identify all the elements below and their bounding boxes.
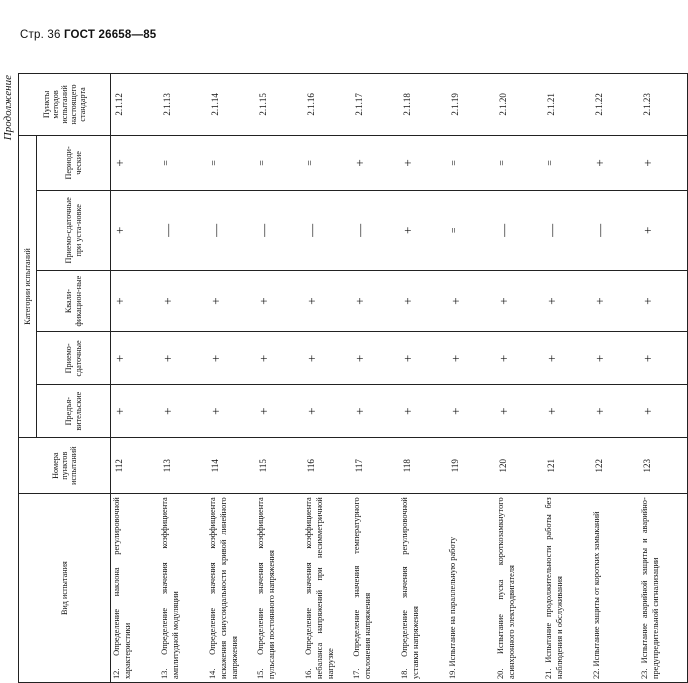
category-mark-cell: — bbox=[303, 190, 351, 270]
category-mark-cell: + bbox=[399, 385, 447, 438]
table-header bbox=[19, 74, 111, 683]
page-header bbox=[20, 29, 156, 41]
category-mark-cell: — bbox=[207, 190, 255, 270]
category-mark-cell: + bbox=[255, 385, 303, 438]
category-mark-cell: + bbox=[207, 270, 255, 332]
point-number-cell: 118 bbox=[399, 438, 447, 494]
table-row bbox=[639, 74, 688, 683]
table-row bbox=[447, 74, 495, 683]
method-section-cell: 2.1.19 bbox=[447, 74, 495, 136]
category-mark-cell: — bbox=[495, 190, 543, 270]
category-mark-cell: + bbox=[351, 385, 399, 438]
category-mark-cell: + bbox=[543, 385, 591, 438]
category-mark-cell: + bbox=[639, 332, 688, 385]
test-name-cell: 21. Испытание продолжительности работы без наблюдения и обслуживания bbox=[543, 494, 591, 683]
category-mark-cell: + bbox=[111, 190, 160, 270]
method-section-cell: 2.1.13 bbox=[159, 74, 207, 136]
category-mark-cell: = bbox=[255, 135, 303, 190]
tests-table bbox=[18, 73, 688, 683]
test-name-cell: 23. Испытание аварийной защиты и аварийно-предупредительной сигнализации bbox=[639, 494, 688, 683]
page-number: Стр. 36 bbox=[20, 29, 61, 41]
category-mark-cell: = bbox=[447, 190, 495, 270]
point-number-cell: 112 bbox=[111, 438, 160, 494]
method-section-cell: 2.1.17 bbox=[351, 74, 399, 136]
method-section-cell: 2.1.14 bbox=[207, 74, 255, 136]
category-mark-cell: + bbox=[399, 190, 447, 270]
category-mark-cell: = bbox=[495, 135, 543, 190]
col-category: Квали-фикацион-ные bbox=[37, 270, 111, 332]
category-mark-cell: + bbox=[111, 270, 160, 332]
test-name-cell: 22. Испытание защиты от коротких замыканий bbox=[591, 494, 639, 683]
category-mark-cell: + bbox=[543, 270, 591, 332]
category-mark-cell: + bbox=[639, 270, 688, 332]
category-mark-cell: + bbox=[447, 332, 495, 385]
category-mark-cell: + bbox=[399, 270, 447, 332]
category-mark-cell: + bbox=[111, 332, 160, 385]
method-section-cell: 2.1.20 bbox=[495, 74, 543, 136]
category-mark-cell: + bbox=[399, 135, 447, 190]
col-category: Приемо-сдаточные bbox=[37, 332, 111, 385]
method-section-cell: 2.1.16 bbox=[303, 74, 351, 136]
category-mark-cell: + bbox=[495, 270, 543, 332]
point-number-cell: 119 bbox=[447, 438, 495, 494]
point-number-cell: 120 bbox=[495, 438, 543, 494]
category-mark-cell: + bbox=[351, 332, 399, 385]
point-number-cell: 113 bbox=[159, 438, 207, 494]
category-mark-cell: + bbox=[591, 270, 639, 332]
category-mark-cell: + bbox=[111, 135, 160, 190]
table-row bbox=[495, 74, 543, 683]
category-mark-cell: — bbox=[543, 190, 591, 270]
method-section-cell: 2.1.18 bbox=[399, 74, 447, 136]
method-section-cell: 2.1.22 bbox=[591, 74, 639, 136]
table-row bbox=[351, 74, 399, 683]
point-number-cell: 121 bbox=[543, 438, 591, 494]
category-mark-cell: + bbox=[207, 385, 255, 438]
table-row bbox=[399, 74, 447, 683]
category-mark-cell: + bbox=[255, 270, 303, 332]
table-row bbox=[111, 74, 160, 683]
col-categories-group: Категории испытаний bbox=[19, 135, 37, 437]
category-mark-cell: + bbox=[639, 385, 688, 438]
category-mark-cell: + bbox=[351, 270, 399, 332]
point-number-cell: 117 bbox=[351, 438, 399, 494]
category-mark-cell: + bbox=[255, 332, 303, 385]
category-mark-cell: — bbox=[159, 190, 207, 270]
method-section-cell: 2.1.21 bbox=[543, 74, 591, 136]
category-mark-cell: + bbox=[303, 270, 351, 332]
test-name-cell: 15. Определение значения коэффициента пульсации постоянного напряжения bbox=[255, 494, 303, 683]
test-name-cell: 12. Определение наклона регулировочной характеристики bbox=[111, 494, 160, 683]
col-category: Приемо-сдаточные при уста-новке bbox=[37, 190, 111, 270]
test-name-cell: 19. Испытание на параллельную работу bbox=[447, 494, 495, 683]
test-name-cell: 20. Испытание пуска короткозамкнутого асинхронного электродвигателя bbox=[495, 494, 543, 683]
category-mark-cell: + bbox=[399, 332, 447, 385]
category-mark-cell: + bbox=[591, 385, 639, 438]
category-mark-cell: = bbox=[303, 135, 351, 190]
category-mark-cell: + bbox=[159, 332, 207, 385]
col-category: Предъя-вительские bbox=[37, 385, 111, 438]
table-row bbox=[591, 74, 639, 683]
category-mark-cell: = bbox=[159, 135, 207, 190]
point-number-cell: 115 bbox=[255, 438, 303, 494]
category-mark-cell: + bbox=[495, 385, 543, 438]
category-mark-cell: + bbox=[207, 332, 255, 385]
col-method-section: Пункты методов испытаний настоящего стандарта bbox=[19, 74, 111, 136]
table-row bbox=[303, 74, 351, 683]
category-mark-cell: + bbox=[543, 332, 591, 385]
table-row bbox=[543, 74, 591, 683]
category-mark-cell: + bbox=[303, 385, 351, 438]
col-point-number: Номера пунктов испытаний bbox=[19, 438, 111, 494]
test-name-cell: 17. Определение значения температурного отклонения напряжения bbox=[351, 494, 399, 683]
table-row bbox=[207, 74, 255, 683]
category-mark-cell: + bbox=[303, 332, 351, 385]
category-mark-cell: + bbox=[591, 135, 639, 190]
method-section-cell: 2.1.15 bbox=[255, 74, 303, 136]
category-mark-cell: — bbox=[351, 190, 399, 270]
category-mark-cell: + bbox=[639, 135, 688, 190]
point-number-cell: 116 bbox=[303, 438, 351, 494]
category-mark-cell: + bbox=[447, 385, 495, 438]
category-mark-cell: = bbox=[543, 135, 591, 190]
rotated-table-block bbox=[2, 73, 660, 683]
category-mark-cell: + bbox=[495, 332, 543, 385]
category-mark-cell: + bbox=[351, 135, 399, 190]
test-name-cell: 13. Определение значения коэффициента амплитудной модуляции bbox=[159, 494, 207, 683]
category-mark-cell: = bbox=[447, 135, 495, 190]
test-name-cell: 18. Определение значения регулировочной уставки напряжения bbox=[399, 494, 447, 683]
col-test-type: Вид испытания bbox=[19, 494, 111, 683]
category-mark-cell: + bbox=[591, 332, 639, 385]
method-section-cell: 2.1.12 bbox=[111, 74, 160, 136]
category-mark-cell: + bbox=[159, 270, 207, 332]
category-mark-cell: + bbox=[639, 190, 688, 270]
table-row bbox=[255, 74, 303, 683]
method-section-cell: 2.1.23 bbox=[639, 74, 688, 136]
point-number-cell: 122 bbox=[591, 438, 639, 494]
point-number-cell: 123 bbox=[639, 438, 688, 494]
continuation-label: Продолжение bbox=[2, 75, 14, 141]
category-mark-cell: + bbox=[111, 385, 160, 438]
category-mark-cell: + bbox=[447, 270, 495, 332]
table-row bbox=[159, 74, 207, 683]
col-category: Периоди-ческие bbox=[37, 135, 111, 190]
point-number-cell: 114 bbox=[207, 438, 255, 494]
test-name-cell: 14. Определение значения коэффициента искажения синусоидальности кривой линейного напряжения bbox=[207, 494, 255, 683]
test-name-cell: 16. Определение значения коэффициента небаланса напряжений при несимметричной нагрузке bbox=[303, 494, 351, 683]
category-mark-cell: — bbox=[591, 190, 639, 270]
table-body bbox=[111, 74, 688, 683]
category-mark-cell: — bbox=[255, 190, 303, 270]
category-mark-cell: = bbox=[207, 135, 255, 190]
category-mark-cell: + bbox=[159, 385, 207, 438]
standard-code: ГОСТ 26658—85 bbox=[63, 29, 157, 41]
